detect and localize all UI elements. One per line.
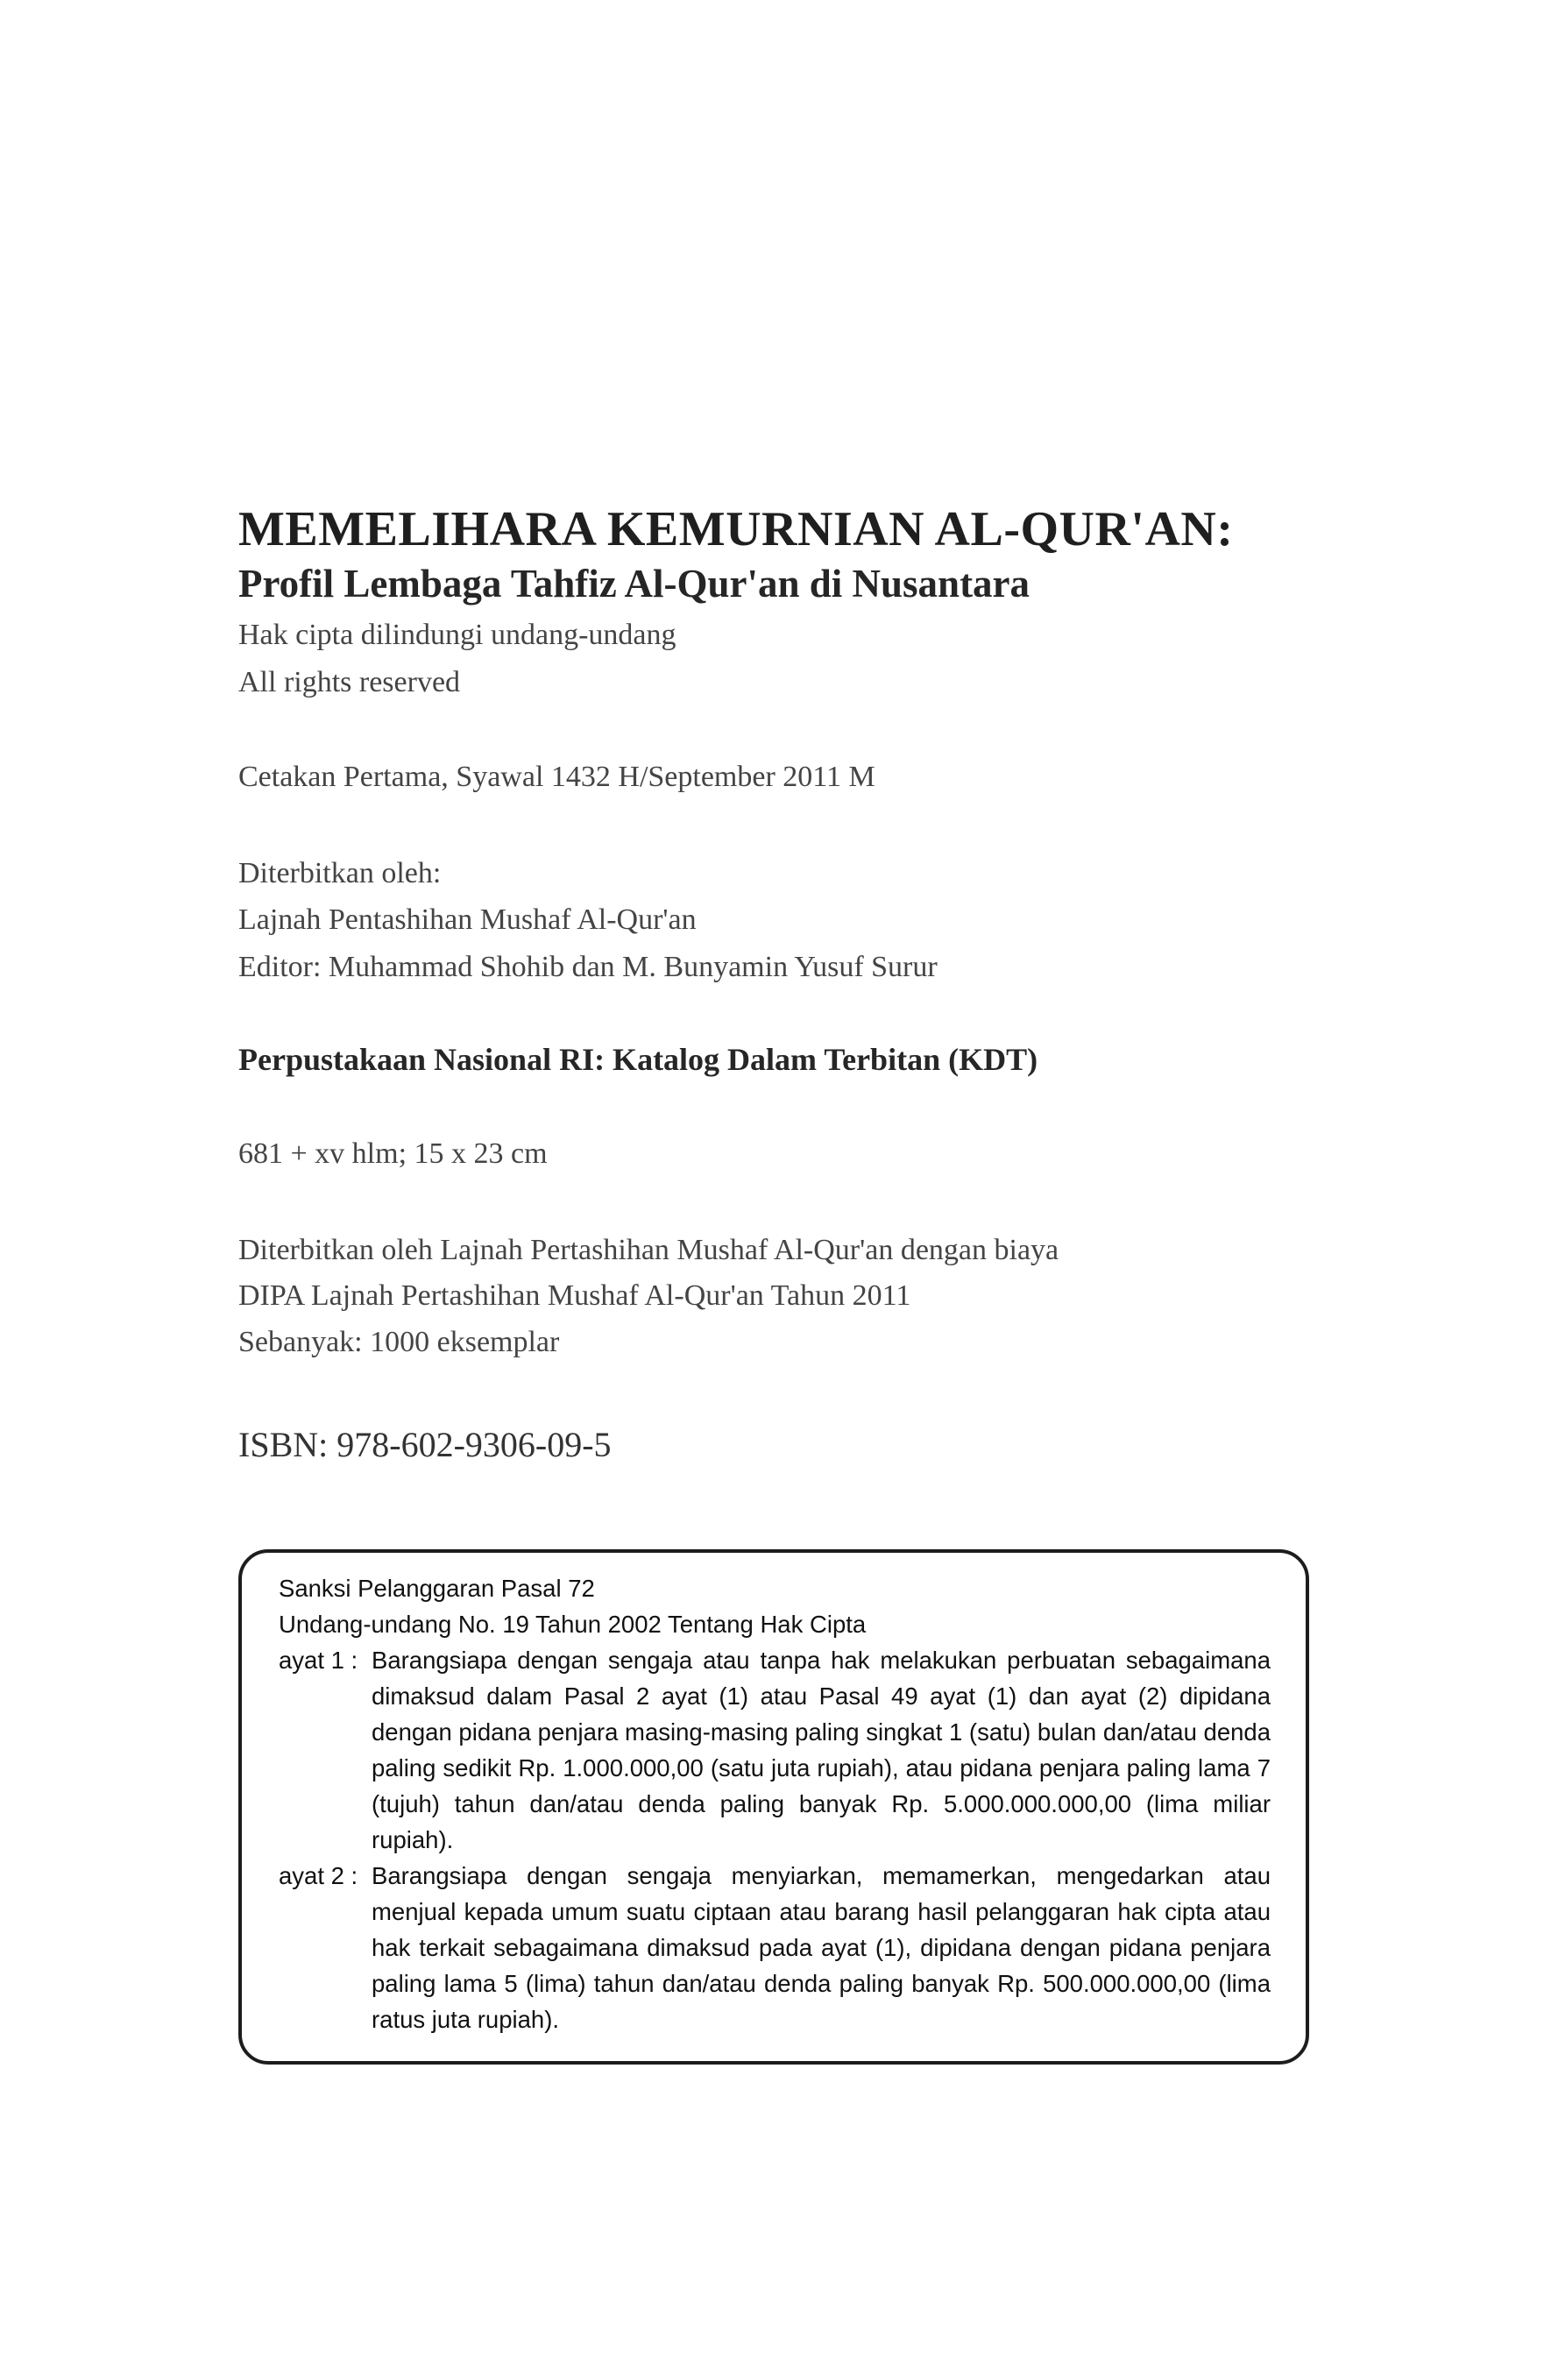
ayat-2-text: Barangsiapa dengan sengaja menyiarkan, memamerkan, mengedarkan atau menjual kepada umum suatu ciptaan atau barang hasil pelanggaran hak cipta atau hak terkait sebagaimana dimaksud pada ayat (1), dipidana dengan pidana penjara paling lama 5 (lima) tahun dan/atau denda paling banyak Rp. 500.000.000,00 (lima ratus juta rupiah).: [372, 1862, 1271, 2033]
copyright-notice: Hak cipta dilindungi undang-undang: [238, 619, 676, 651]
sanksi-box: [238, 1549, 1309, 2065]
print-run: Sebanyak: 1000 eksemplar: [238, 1326, 560, 1358]
book-title: MEMELIHARA KEMURNIAN AL-QUR'AN:: [238, 502, 1234, 556]
sanksi-law: Undang-undang No. 19 Tahun 2002 Tentang Hak Cipta: [279, 1611, 867, 1638]
publisher-label: Diterbitkan oleh:: [238, 857, 442, 889]
sanksi-heading: Sanksi Pelanggaran Pasal 72: [279, 1575, 595, 1602]
rights-reserved: All rights reserved: [238, 666, 461, 698]
isbn: ISBN: 978-602-9306-09-5: [238, 1425, 612, 1464]
ayat-2-label: ayat 2 :: [279, 1862, 358, 1889]
publisher-name: Lajnah Pentashihan Mushaf Al-Qur'an: [238, 903, 697, 936]
funding-line-2: DIPA Lajnah Pertashihan Mushaf Al-Qur'an Tahun 2011: [238, 1279, 911, 1312]
funding-line-1: Diterbitkan oleh Lajnah Pertashihan Mushaf Al-Qur'an dengan biaya: [238, 1234, 1059, 1266]
catalog-heading: Perpustakaan Nasional RI: Katalog Dalam Terbitan (KDT): [238, 1042, 1038, 1077]
ayat-1: [279, 1642, 1271, 1858]
ayat-1-text: Barangsiapa dengan sengaja atau tanpa hak melakukan perbuatan sebagaimana dimaksud dalam Pasal 2 ayat (1) atau Pasal 49 ayat (1) dan ayat (2) dipidana dengan pidana penjara masing-masing paling singkat 1 (satu) bulan dan/atau denda paling sedikit Rp. 1.000.000,00 (satu juta rupiah), atau pidana penjara paling lama 7 (tujuh) tahun dan/atau denda paling banyak Rp. 5.000.000.000,00 (lima miliar rupiah).: [372, 1647, 1271, 1853]
editor-line: Editor: Muhammad Shohib dan M. Bunyamin Yusuf Surur: [238, 951, 938, 983]
edition-line: Cetakan Pertama, Syawal 1432 H/September 2011 M: [238, 761, 875, 793]
ayat-1-label: ayat 1 :: [279, 1647, 358, 1674]
book-subtitle: Profil Lembaga Tahfiz Al-Qur'an di Nusantara: [238, 562, 1030, 606]
physical-description: 681 + xv hlm; 15 x 23 cm: [238, 1137, 548, 1170]
ayat-2: [279, 1858, 1271, 2037]
